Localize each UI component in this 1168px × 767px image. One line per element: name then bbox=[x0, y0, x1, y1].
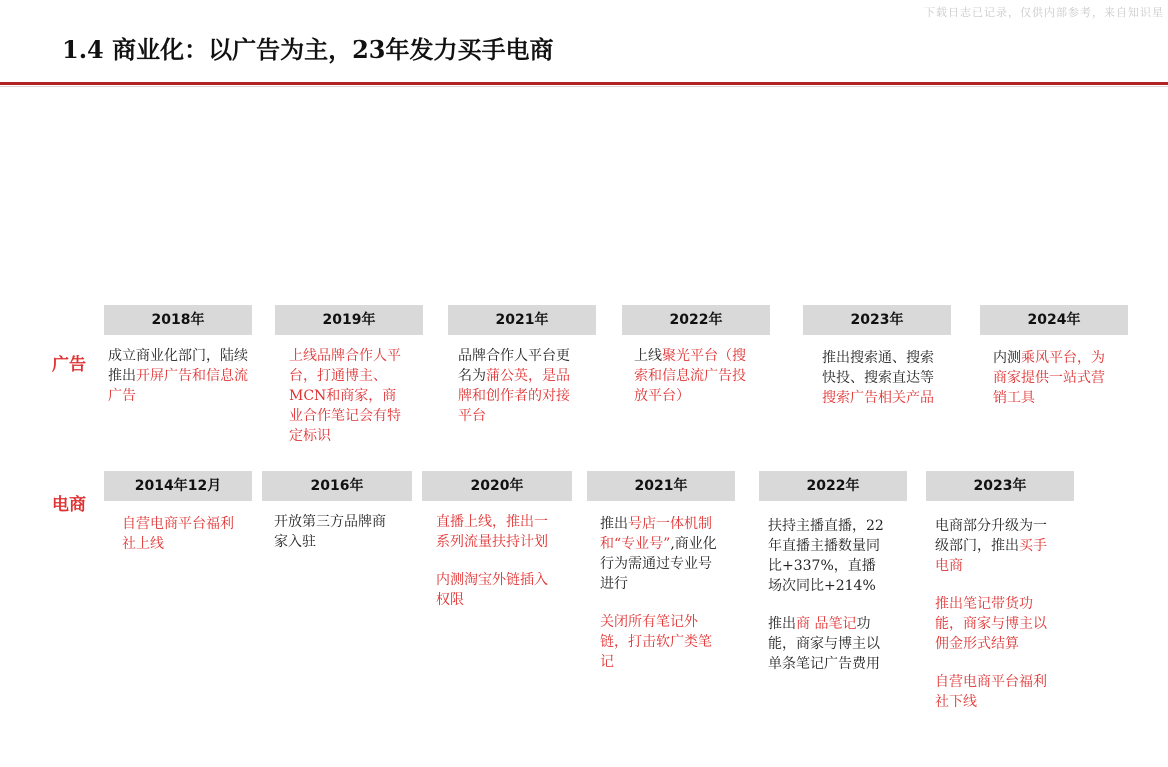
ads-desc-1: 成立商业化部门，陆续推出开屏广告和信息流广告 bbox=[108, 348, 248, 404]
watermark: 下载日志已记录，仅供内部参考，来自知识星 bbox=[924, 6, 1164, 19]
ads-desc-5: 推出搜索通、搜索快投、搜索直达等搜索广告相关产品 bbox=[822, 350, 934, 406]
ads-desc-6: 内测乘风平台，为商家提供一站式营销工具 bbox=[993, 350, 1105, 406]
ads-desc-2: 上线品牌合作人平台，打通博主、MCN和商家，商业合作笔记会有特定标识 bbox=[289, 348, 401, 444]
ecom-desc-6: 电商部分升级为一级部门，推出买手电商 推出笔记带货功能，商家与博主以佣金形式结算 自营电商平台福利社下线 bbox=[935, 518, 1047, 710]
ecom-year-6: 2023年 bbox=[926, 471, 1074, 501]
ecom-desc-4: 推出号店一体机制和“专业号”,商业化行为需通过专业号进行 关闭所有笔记外链，打击软广类笔记 bbox=[600, 516, 717, 670]
title-divider bbox=[0, 82, 1168, 85]
ecom-year-3: 2020年 bbox=[422, 471, 572, 501]
row-label-ads: 广告 bbox=[52, 355, 86, 375]
ecom-desc-5: 扶持主播直播，22年直播主播数量同比+337%，直播场次同比+214% 推出商 品笔记功能，商家与博主以单条笔记广告费用 bbox=[768, 518, 884, 672]
ecom-desc-2: 开放第三方品牌商家入驻 bbox=[274, 514, 386, 550]
ads-year-5: 2023年 bbox=[803, 305, 951, 335]
ecom-desc-3: 直播上线，推出一系列流量扶持计划 内测淘宝外链插入 权限 bbox=[436, 514, 548, 608]
ecom-year-4: 2021年 bbox=[587, 471, 735, 501]
ecom-year-1: 2014年12月 bbox=[104, 471, 252, 501]
ecom-year-5: 2022年 bbox=[759, 471, 907, 501]
ads-year-6: 2024年 bbox=[980, 305, 1128, 335]
ads-year-1: 2018年 bbox=[104, 305, 252, 335]
ads-year-4: 2022年 bbox=[622, 305, 770, 335]
ads-year-2: 2019年 bbox=[275, 305, 423, 335]
ecom-year-2: 2016年 bbox=[262, 471, 412, 501]
ads-desc-3: 品牌合作人平台更名为蒲公英，是品牌和创作者的对接平台 bbox=[458, 348, 570, 424]
ads-year-3: 2021年 bbox=[448, 305, 596, 335]
page-title: 1.4 商业化：以广告为主，23年发力买手电商 bbox=[62, 35, 554, 64]
row-label-ecom: 电商 bbox=[52, 495, 86, 515]
ecom-desc-1: 自营电商平台福利社上线 bbox=[122, 516, 234, 552]
ads-desc-4: 上线聚光平台（搜索和信息流广告投放平台） bbox=[634, 348, 746, 404]
title-divider-shadow bbox=[0, 86, 1168, 87]
